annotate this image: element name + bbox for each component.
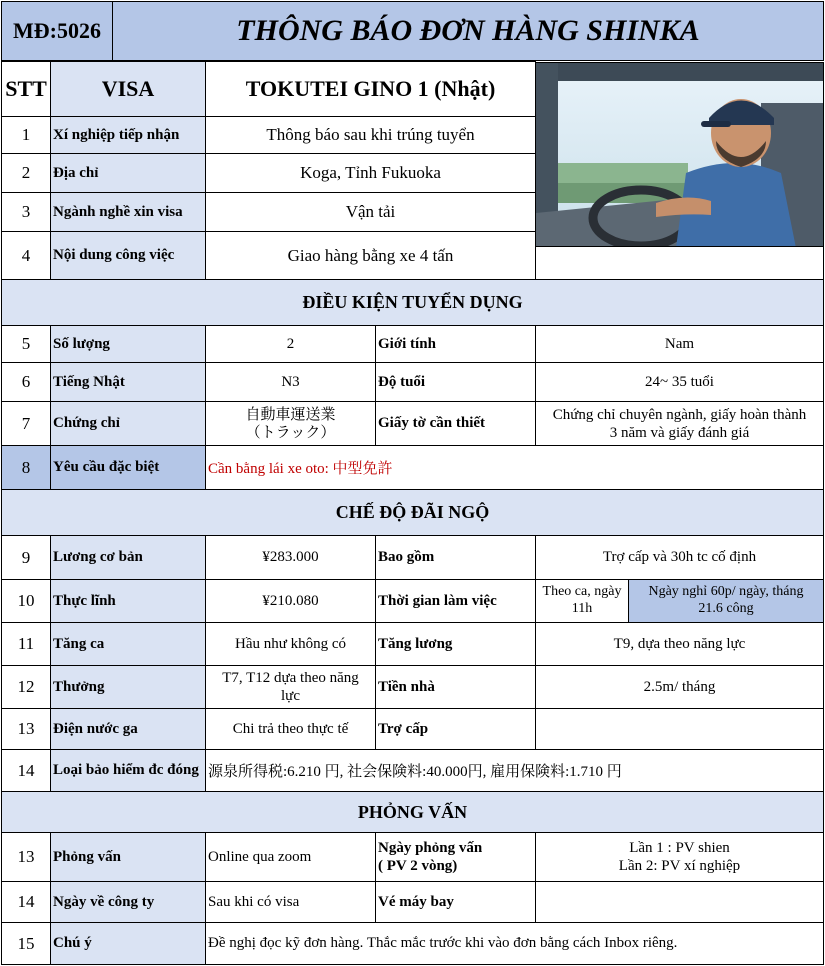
interview-row-13-number: 13	[1, 832, 51, 882]
row-7-number: 7	[1, 401, 51, 446]
row-12-value: T7, T12 dựa theo năng lực	[205, 665, 376, 709]
row-4-label: Nội dung công việc	[50, 231, 206, 280]
row-14-number: 14	[1, 749, 51, 792]
row-4-number: 4	[1, 231, 51, 280]
visa-header: VISA	[50, 61, 206, 117]
row-13-value2	[535, 708, 824, 750]
interview-row-15-value: Đề nghị đọc kỹ đơn hàng. Thắc mắc trước khi vào đơn bằng cách Inbox riêng.	[205, 922, 824, 965]
row-1-value: Thông báo sau khi trúng tuyển	[205, 116, 536, 154]
row-8-value: Cần bằng lái xe oto: 中型免許	[205, 445, 824, 490]
interview-row-13-label2: Ngày phỏng vấn ( PV 2 vòng)	[375, 832, 536, 882]
row-3-label: Ngành nghề xin visa	[50, 192, 206, 232]
row-12-number: 12	[1, 665, 51, 709]
row-2-value: Koga, Tỉnh Fukuoka	[205, 153, 536, 193]
row-6-number: 6	[1, 362, 51, 402]
row-7-value2: Chứng chỉ chuyên ngành, giấy hoàn thành 3 năm và giấy đánh giá	[535, 401, 824, 446]
row-10-number: 10	[1, 579, 51, 623]
section-interview-header: PHỎNG VẤN	[1, 791, 824, 833]
interview-row-14-value2	[535, 881, 824, 923]
order-code: MĐ:5026	[1, 1, 113, 61]
row-11-number: 11	[1, 622, 51, 666]
row-10-value2b: Ngày nghỉ 60p/ ngày, tháng 21.6 công	[628, 579, 824, 623]
row-2-label: Địa chỉ	[50, 153, 206, 193]
row-9-value2: Trợ cấp và 30h tc cố định	[535, 535, 824, 580]
page-title: THÔNG BÁO ĐƠN HÀNG SHINKA	[112, 1, 824, 61]
row-4-value: Giao hàng bằng xe 4 tấn	[205, 231, 536, 280]
row-8-label: Yêu cầu đặc biệt	[50, 445, 206, 490]
interview-row-13-value2: Lần 1 : PV shien Lần 2: PV xí nghiệp	[535, 832, 824, 882]
interview-row-13-value: Online qua zoom	[205, 832, 376, 882]
interview-row-14-label2: Vé máy bay	[375, 881, 536, 923]
row-6-value2: 24~ 35 tuổi	[535, 362, 824, 402]
row-13-label2: Trợ cấp	[375, 708, 536, 750]
row-10-label2: Thời gian làm việc	[375, 579, 536, 623]
row-7-value: 自動車運送業 （トラック）	[205, 401, 376, 446]
row-14-label: Loại bảo hiểm đc đóng	[50, 749, 206, 792]
row-11-value2: T9, dựa theo năng lực	[535, 622, 824, 666]
row-5-number: 5	[1, 325, 51, 363]
truck-driver-icon	[536, 63, 824, 247]
row-6-value: N3	[205, 362, 376, 402]
row-10-value: ¥210.080	[205, 579, 376, 623]
section-benefits-header: CHẾ ĐỘ ĐÃI NGỘ	[1, 489, 824, 536]
interview-row-13-label: Phỏng vấn	[50, 832, 206, 882]
row-13-label: Điện nước ga	[50, 708, 206, 750]
row-9-label2: Bao gồm	[375, 535, 536, 580]
row-2-number: 2	[1, 153, 51, 193]
truck-driver-photo	[535, 62, 824, 247]
row-5-value: 2	[205, 325, 376, 363]
row-10-value2a: Theo ca, ngày 11h	[535, 579, 629, 623]
row-12-label2: Tiền nhà	[375, 665, 536, 709]
photo-caption-area	[535, 246, 824, 280]
row-11-label: Tăng ca	[50, 622, 206, 666]
row-11-value: Hầu như không có	[205, 622, 376, 666]
row-1-label: Xí nghiệp tiếp nhận	[50, 116, 206, 154]
interview-row-14-number: 14	[1, 881, 51, 923]
row-3-number: 3	[1, 192, 51, 232]
row-9-label: Lương cơ bản	[50, 535, 206, 580]
row-11-label2: Tăng lương	[375, 622, 536, 666]
row-13-number: 13	[1, 708, 51, 750]
row-12-label: Thưởng	[50, 665, 206, 709]
row-6-label: Tiếng Nhật	[50, 362, 206, 402]
row-7-label: Chứng chỉ	[50, 401, 206, 446]
row-12-value2: 2.5m/ tháng	[535, 665, 824, 709]
row-6-label2: Độ tuổi	[375, 362, 536, 402]
row-9-number: 9	[1, 535, 51, 580]
row-5-label: Số lượng	[50, 325, 206, 363]
interview-row-14-value: Sau khi có visa	[205, 881, 376, 923]
row-5-value2: Nam	[535, 325, 824, 363]
row-9-value: ¥283.000	[205, 535, 376, 580]
row-3-value: Vận tải	[205, 192, 536, 232]
row-8-number: 8	[1, 445, 51, 490]
interview-row-15-label: Chú ý	[50, 922, 206, 965]
row-1-number: 1	[1, 116, 51, 154]
row-5-label2: Giới tính	[375, 325, 536, 363]
row-13-value: Chi trả theo thực tế	[205, 708, 376, 750]
stt-header: STT	[1, 61, 51, 117]
row-7-label2: Giấy tờ cần thiết	[375, 401, 536, 446]
interview-row-14-label: Ngày về công ty	[50, 881, 206, 923]
row-14-value: 源泉所得税:6.210 円, 社会保険料:40.000円, 雇用保険料:1.710 円	[205, 749, 824, 792]
section-conditions-header: ĐIỀU KIỆN TUYỂN DỤNG	[1, 279, 824, 326]
visa-type: TOKUTEI GINO 1 (Nhật)	[205, 61, 536, 117]
row-10-label: Thực lĩnh	[50, 579, 206, 623]
interview-row-15-number: 15	[1, 922, 51, 965]
